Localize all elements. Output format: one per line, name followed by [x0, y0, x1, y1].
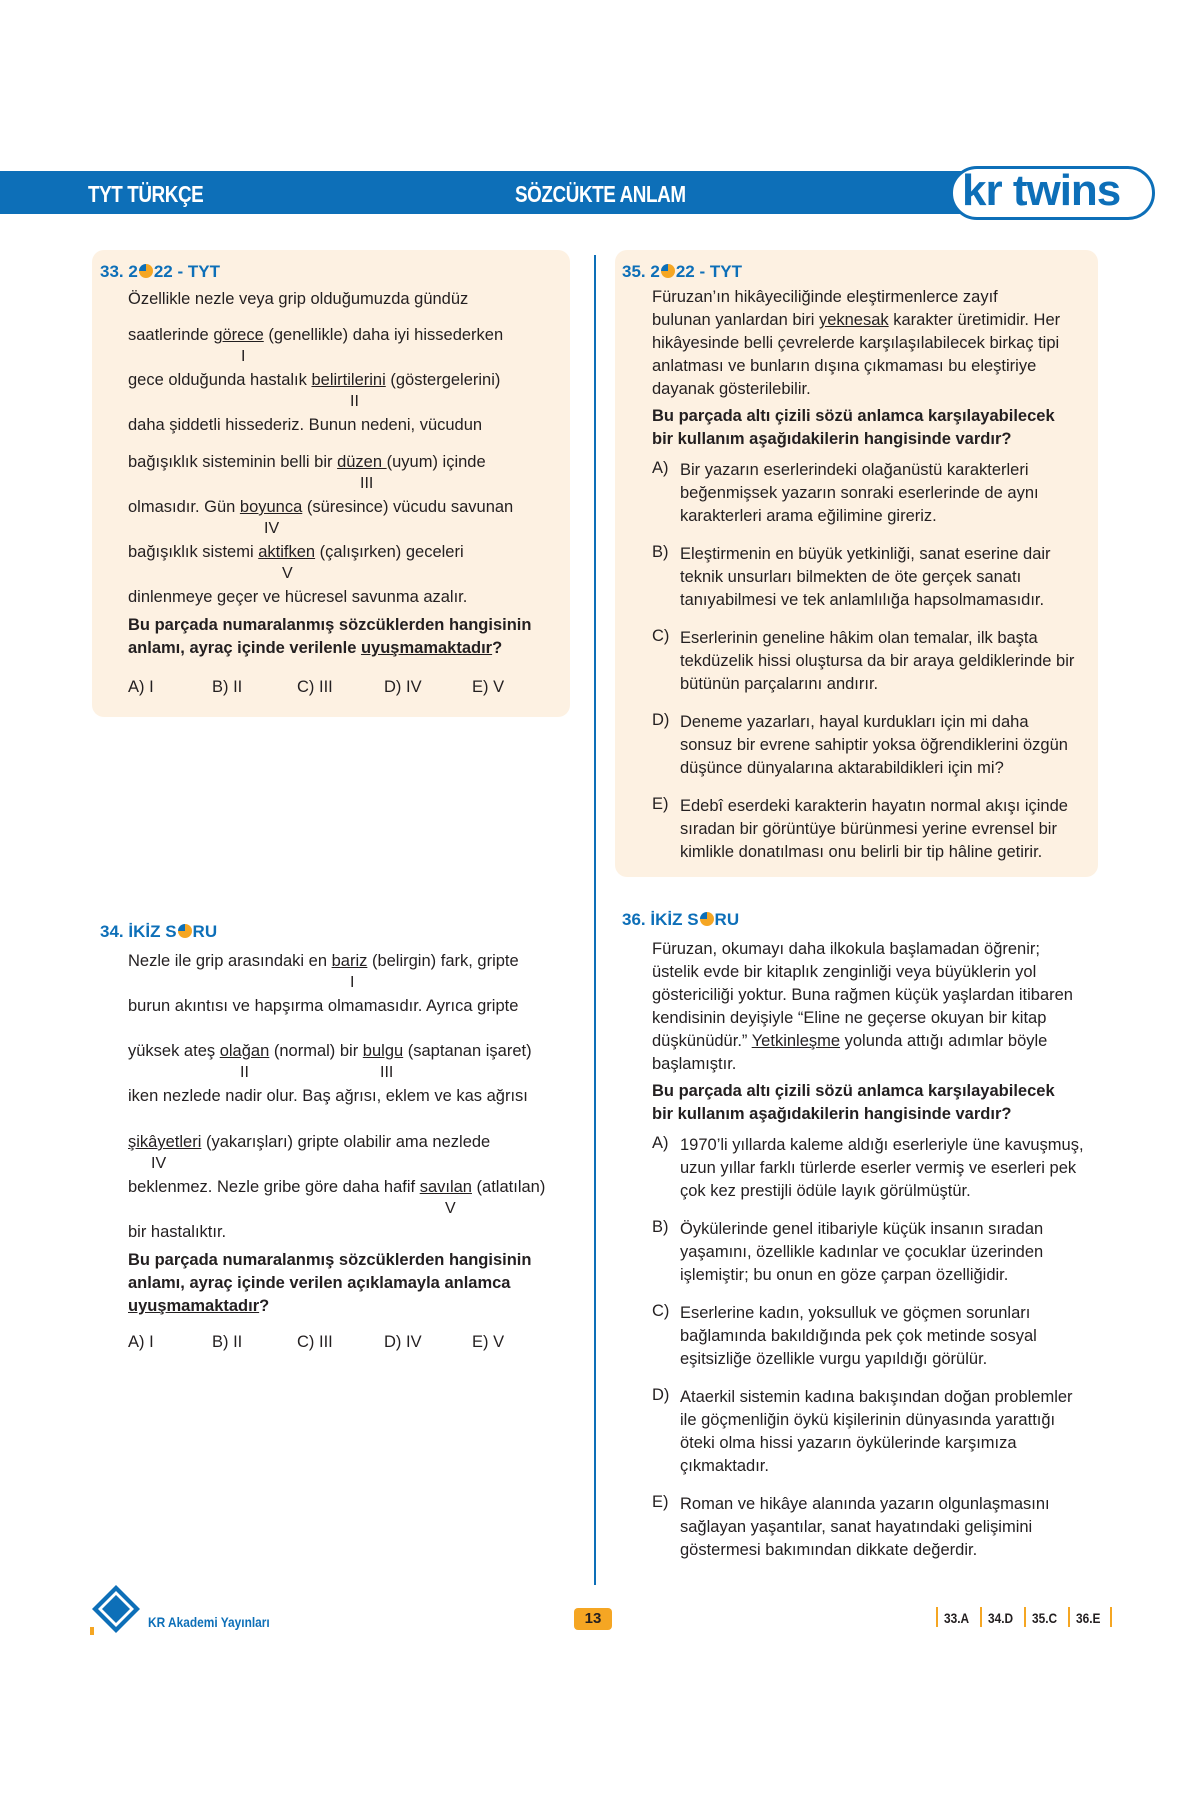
q33-option-e[interactable]: E) V [472, 678, 505, 696]
q35-option-e-line-3: kimlikle donatılması onu belirli bir tip hâline getirir. [680, 843, 1043, 861]
q35-option-a-line-2: beğenmişsek yazarın sonraki eserlerinde de aynı [680, 484, 1039, 502]
q35-option-b-letter: B) [652, 543, 669, 561]
q33-line-8: dinlenmeye geçer ve hücresel savunma azalır. [128, 588, 468, 606]
q35-option-a-letter: A) [652, 459, 669, 477]
q36-option-c-letter: C) [652, 1302, 670, 1320]
answer-key-35: 35.C [1032, 1610, 1058, 1626]
answer-key-33: 33.A [944, 1610, 970, 1626]
q33-roman-III: III [360, 475, 374, 492]
q36-line-4: kendisinin deyişiyle “Eline ne geçerse okuyan bir kitap [652, 1009, 1047, 1027]
question-36-tag-a: İKİZ S [650, 910, 699, 929]
clock-icon [178, 924, 192, 938]
q34-line-2: burun akıntısı ve hapşırma olmamasıdır. Ayrıca gripte [128, 997, 519, 1015]
q36-option-e-line-2: sağlayan yaşantılar, sanat hayatındaki gelişimini [680, 1518, 1033, 1536]
q33-option-b[interactable]: B) II [212, 678, 243, 696]
q33-option-d[interactable]: D) IV [384, 678, 422, 696]
q35-option-a-line-1: Bir yazarın eserlerindeki olağanüstü karakterleri [680, 461, 1029, 479]
q34-word-II: olağan [219, 1042, 270, 1060]
q36-question-1: Bu parçada altı çizili sözü anlamca karşılayabilecek [652, 1082, 1055, 1100]
question-35-year-a: 2 [650, 262, 660, 281]
q36-option-a-line-3: çok kez prestijli ödüle layık görülmüştür. [680, 1182, 971, 1200]
q33-line-2: saatlerinde görece (genellikle) daha iyi hissederken [128, 326, 504, 344]
q35-line-4: anlatması ve bunların dışına çıkmaması bu eleştiriye [652, 357, 1037, 375]
q33-word-I: görece [213, 326, 264, 344]
q35-question-1: Bu parçada altı çizili sözü anlamca karşılayabilecek [652, 407, 1055, 425]
answer-separator [936, 1607, 938, 1627]
q33-question-1: Bu parçada numaralanmış sözcüklerden hangisinin [128, 616, 532, 634]
question-35-number: 35. [622, 262, 646, 281]
q34-option-c[interactable]: C) III [297, 1333, 333, 1351]
header-topic: SÖZCÜKTE ANLAM [515, 181, 686, 207]
brand-logo-kr: kr [962, 166, 1002, 215]
q34-line-6: beklenmez. Nezle gribe göre daha hafif savılan (atlatılan) [128, 1178, 546, 1196]
q35-option-e-line-2: sıradan bir görüntüye bürünmesi yerine evrensel bir [680, 820, 1057, 838]
page-number: 13 [574, 1608, 612, 1630]
q34-word-I: bariz [331, 952, 368, 970]
q33-word-V: aktifken [258, 543, 316, 561]
q33-roman-II: II [350, 393, 359, 410]
q33-word-III: düzen [337, 453, 387, 471]
q36-option-b-letter: B) [652, 1218, 669, 1236]
brand-logo [962, 166, 1120, 216]
q35-option-b-line-3: tanıyabilmesi ve tek anlamlılığa hapsolmamasıdır. [680, 591, 1045, 609]
answer-separator [1110, 1607, 1112, 1627]
q34-line-1: Nezle ile grip arasındaki en bariz (belirgin) fark, gripte [128, 952, 519, 970]
q36-option-b-line-3: işlemiştir; bu onun en göze çarpan özelliğidir. [680, 1266, 1009, 1284]
answer-key-36: 36.E [1076, 1610, 1101, 1626]
answer-separator [1068, 1607, 1070, 1627]
q34-line-5: şikâyetleri (yakarışları) gripte olabilir ama nezlede [128, 1133, 491, 1151]
q36-line-5: düşkünüdür.” Yetkinleşme yolunda attığı adımlar böyle [652, 1032, 1048, 1050]
question-35-year-b: 22 - TYT [675, 262, 742, 281]
q36-option-a-letter: A) [652, 1134, 669, 1152]
q34-roman-II: II [240, 1064, 249, 1081]
q35-line-3: hikâyesinde belli çevrelerde karşılaşılabilecek birkaç tipi [652, 334, 1060, 352]
q33-line-4: daha şiddetli hissederiz. Bunun nedeni, vücudun [128, 416, 483, 434]
q34-roman-III: III [380, 1064, 394, 1081]
answer-key-34: 34.D [988, 1610, 1014, 1626]
q34-roman-I: I [350, 974, 355, 991]
q35-option-c-letter: C) [652, 627, 670, 645]
q36-option-c-line-1: Eserlerine kadın, yoksulluk ve göçmen sorunları [680, 1304, 1031, 1322]
q34-option-a[interactable]: A) I [128, 1333, 154, 1351]
question-35-header [622, 262, 742, 282]
q36-option-e-line-3: göstermesi bakımından dikkate değerdir. [680, 1541, 978, 1559]
q33-line-5: bağışıklık sisteminin belli bir düzen (uyum) içinde [128, 453, 486, 471]
q33-line-7: bağışıklık sistemi aktifken (çalışırken) geceleri [128, 543, 464, 561]
clock-icon [661, 264, 675, 278]
question-36-number: 36. [622, 910, 646, 929]
question-33-header [100, 262, 220, 282]
question-33-year-b: 22 - TYT [153, 262, 220, 281]
header-subject: TYT TÜRKÇE [88, 181, 204, 207]
question-34-number: 34. [100, 922, 124, 941]
q33-roman-IV: IV [264, 520, 280, 537]
q35-option-c-line-1: Eserlerinin geneline hâkim olan temalar, ilk başta [680, 629, 1038, 647]
q34-word-V: savılan [419, 1178, 472, 1196]
q33-word-II: belirtilerini [311, 371, 386, 389]
q36-option-d-line-1: Ataerkil sistemin kadına bakışından doğan problemler [680, 1388, 1073, 1406]
q33-option-c[interactable]: C) III [297, 678, 333, 696]
q34-line-7: bir hastalıktır. [128, 1223, 227, 1241]
question-33-year-a: 2 [128, 262, 138, 281]
q34-option-b[interactable]: B) II [212, 1333, 243, 1351]
q36-line-3: göstericiliği yoktur. Buna rağmen küçük yaşlardan itibaren [652, 986, 1073, 1004]
q35-option-a-line-3: karakterleri arama eğilimine gireriz. [680, 507, 937, 525]
brand-logo-twins: twins [1012, 166, 1121, 215]
q34-line-3: yüksek ateş olağan (normal) bir bulgu (saptanan işaret) [128, 1042, 532, 1060]
q36-option-d-line-2: ile göçmenliğin öykü kişilerinin dünyasında yarattığı [680, 1411, 1056, 1429]
question-34-header [100, 922, 217, 942]
q35-option-d-letter: D) [652, 711, 670, 729]
q35-question-2: bir kullanım aşağıdakilerin hangisinde vardır? [652, 430, 1012, 448]
q35-option-b-line-2: teknik unsurları bilmekten de öte gerçek sanatı [680, 568, 1022, 586]
q36-option-a-line-1: 1970’li yıllarda kaleme aldığı eserleriyle üne kavuşmuş, [680, 1136, 1084, 1154]
publisher-name: KR Akademi Yayınları [148, 1614, 270, 1630]
q34-roman-IV: IV [151, 1155, 167, 1172]
question-33-number: 33. [100, 262, 124, 281]
question-36-header [622, 910, 739, 930]
q33-line-6: olmasıdır. Gün boyunca (süresince) vücudu savunan [128, 498, 514, 516]
q36-option-c-line-2: bağlamında bakıldığında pek çok metinde sosyal [680, 1327, 1037, 1345]
q35-option-c-line-3: bütünün parçalarını andırır. [680, 675, 879, 693]
q35-option-d-line-3: düşünce dünyalarına aktarabildikleri için mi? [680, 759, 1004, 777]
answer-separator [980, 1607, 982, 1627]
q33-line-3: gece olduğunda hastalık belirtilerini (göstergelerini) [128, 371, 501, 389]
q33-question-2: anlamı, ayraç içinde verilenle uyuşmamaktadır? [128, 639, 503, 657]
q34-option-e[interactable]: E) V [472, 1333, 505, 1351]
q34-line-4: iken nezlede nadir olur. Baş ağrısı, eklem ve kas ağrısı [128, 1087, 528, 1105]
q35-line-1: Füruzan’ın hikâyeciliğinde eleştirmenlerce zayıf [652, 288, 998, 306]
q36-option-e-line-1: Roman ve hikâye alanında yazarın olgunlaşmasını [680, 1495, 1050, 1513]
q34-roman-V: V [445, 1200, 456, 1217]
q33-roman-V: V [282, 565, 293, 582]
q36-line-6: başlamıştır. [652, 1055, 737, 1073]
q34-word-III: bulgu [362, 1042, 404, 1060]
q35-line-2: bulunan yanlardan biri yeknesak karakter üretimidir. Her [652, 311, 1061, 329]
q35-option-e-letter: E) [652, 795, 669, 813]
q35-option-d-line-2: sonsuz bir evrene sahiptir yoksa öğrendiklerini özgün [680, 736, 1068, 754]
question-36-tag-b: RU [714, 910, 740, 929]
q34-question-3: uyuşmamaktadır? [128, 1297, 270, 1315]
q34-word-IV: şikâyetleri [128, 1133, 202, 1151]
publisher-logo-icon [90, 1583, 142, 1635]
answer-separator [1024, 1607, 1026, 1627]
question-34-tag-a: İKİZ S [128, 922, 177, 941]
q34-question-2: anlamı, ayraç içinde verilen açıklamayla anlamca [128, 1274, 511, 1292]
q36-option-d-line-4: çıkmaktadır. [680, 1457, 769, 1475]
column-divider [594, 255, 596, 1585]
q33-line-1: Özellikle nezle veya grip olduğumuzda gündüz [128, 290, 469, 308]
q36-line-1: Füruzan, okumayı daha ilkokula başlamadan öğrenir; [652, 940, 1040, 958]
clock-icon [700, 912, 714, 926]
q35-line-5: dayanak gösterilebilir. [652, 380, 811, 398]
q36-option-d-line-3: öteki olma hissi yazarın öykülerinde karşımıza [680, 1434, 1017, 1452]
q34-option-d[interactable]: D) IV [384, 1333, 422, 1351]
q36-line-2: üstelik evde bir kitaplık zenginliği veya büyüklerin yol [652, 963, 1037, 981]
q35-option-b-line-1: Eleştirmenin en büyük yetkinliği, sanat eserine dair [680, 545, 1051, 563]
question-34-tag-b: RU [192, 922, 218, 941]
q36-option-e-letter: E) [652, 1493, 669, 1511]
q36-option-b-line-2: yaşamını, özellikle kadınlar ve çocuklar üzerinden [680, 1243, 1044, 1261]
q36-option-c-line-3: eşitsizliğe özellikle vurgu yapıldığı görülür. [680, 1350, 988, 1368]
q36-option-a-line-2: uzun yıllar farklı türlerde eserler vermiş ve eserleri pek [680, 1159, 1077, 1177]
q33-roman-I: I [241, 348, 246, 365]
clock-icon [139, 264, 153, 278]
q35-option-e-line-1: Edebî eserdeki karakterin hayatın normal akışı içinde [680, 797, 1068, 815]
q36-question-2: bir kullanım aşağıdakilerin hangisinde vardır? [652, 1105, 1012, 1123]
q36-option-d-letter: D) [652, 1386, 670, 1404]
q33-option-a[interactable]: A) I [128, 678, 154, 696]
q36-option-b-line-1: Öykülerinde genel itibariyle küçük insanın sıradan [680, 1220, 1044, 1238]
q35-option-d-line-1: Deneme yazarları, hayal kurdukları için mi daha [680, 713, 1029, 731]
q35-option-c-line-2: tekdüzelik hissi oluştursa da bir araya geldiklerinde bir [680, 652, 1075, 670]
q34-question-1: Bu parçada numaralanmış sözcüklerden hangisinin [128, 1251, 532, 1269]
q33-word-IV: boyunca [239, 498, 303, 516]
